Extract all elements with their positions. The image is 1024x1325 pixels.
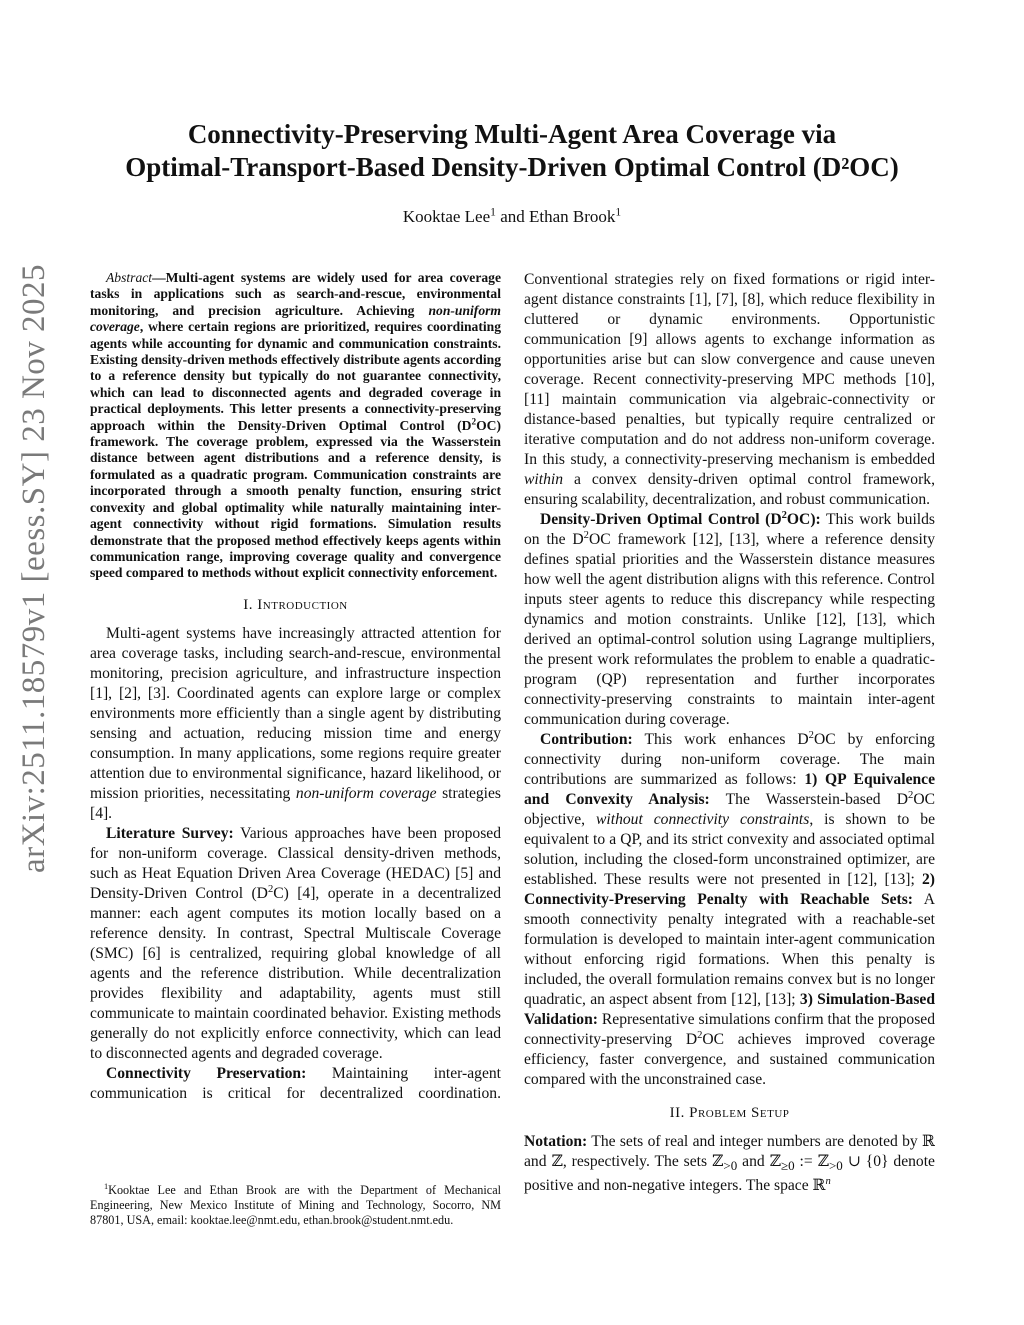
paragraph-text: , is shown to be equivalent to a QP, and its strict convexity and associated optimal solution, including the closed-form unconstrained optimizer, are established. These results were not presented in [12], [13]; — [524, 811, 935, 888]
abstract-text: OC) framework. The coverage problem, expressed via the Wasserstein distance between agent distributions and a reference density, is formulated as a quadratic program. Communication constraints are incorporated through a smooth penalty function, ensuring strict convexity and global optimality while naturally maintaining inter-agent connectivity without rigid formations. Simulation results demonstrate that the proposed method effectively keeps agents within communication range, improving coverage quality and convergence speed compared to methods without explicit connectivity enforcement. — [90, 417, 501, 581]
section-heading-problem-setup — [524, 1105, 935, 1122]
abstract — [90, 270, 501, 582]
title-line-2: Optimal-Transport-Based Density-Driven Optimal Control (D²OC) — [125, 152, 899, 182]
paragraph-lead: Literature Survey: — [106, 824, 234, 842]
superscript: 2 — [908, 789, 914, 801]
paragraph-text: OC achieves improved coverage efficiency, faster convergence, and sustained communication compared with the unconstrained case. — [524, 1031, 935, 1088]
section-title: Introduction — [257, 596, 348, 613]
paragraph-text: and ℤ — [737, 1153, 781, 1170]
right-column — [524, 270, 935, 1196]
paragraph-lead: Contribution: — [540, 731, 633, 748]
paragraph-text: a convex density-driven optimal control framework, ensuring scalability, decentralization, and robust communication. — [524, 471, 935, 508]
intro-paragraph-connectivity-part2 — [524, 270, 935, 510]
footnote — [90, 1183, 501, 1228]
paragraph-text: A smooth connectivity penalty integrated with a reachable-set formulation is developed to maintain inter-agent communication without enforcing rigid formations. When this penalty is included, the overall formulation remains convex but is no longer quadratic, an aspect absent from [12], [13]; — [524, 891, 935, 1008]
paragraph-text: ∪ {0} denote positive and non-negative integers. The space ℝ — [524, 1153, 935, 1195]
lead-text: Density-Driven Optimal Control (D — [540, 511, 782, 528]
footnote-text: Kooktae Lee and Ethan Brook are with the Department of Mechanical Engineering, New Mexico Institute of Mining and Technology, Socorro, NM 87801, USA, email: kooktae.lee@nmt.edu, ethan.brook@student.nmt.edu. — [90, 1183, 501, 1227]
section-title: Problem Setup — [689, 1105, 790, 1121]
title-line-1: Connectivity-Preserving Multi-Agent Area Coverage via — [187, 119, 837, 149]
subscript: >0 — [723, 1158, 738, 1174]
intro-paragraph-literature-survey — [90, 824, 501, 1064]
superscript: 2 — [781, 509, 787, 521]
paragraph-lead: Connectivity Preservation: — [106, 1064, 307, 1082]
contribution-1: 1) QP Equivalence and Convexity Analysis: — [524, 771, 935, 808]
paragraph-text: strategies [4]. — [90, 784, 501, 822]
abstract-dash: — — [152, 270, 166, 285]
author-line — [0, 207, 1024, 227]
affiliation-mark: 1 — [490, 205, 496, 219]
abstract-text: Multi-agent systems are widely used for area coverage tasks in applications such as search-and-rescue, environmental monitoring, and precision agriculture. Achieving — [90, 270, 501, 318]
notation-paragraph — [524, 1132, 935, 1196]
paragraph-text: OC framework [12], [13], where a reference density defines spatial priorities and the Wasserstein distance measures how well the agent distribution aligns with this reference. Control inputs steer agents to reduce this discrepancy while respecting dynamics and motion constraints. Unlike [12], [13], which derived an optimal-control solution using Lagrange multipliers, the present work reformulates the problem to enable a quadratic-program (QP) representation and further incorporates connectivity-preserving constraints to maintain inter-agent communication during coverage. — [524, 531, 936, 728]
intro-paragraph-connectivity-part1 — [90, 1064, 501, 1104]
author-conjunction: and — [495, 207, 529, 226]
paragraph-text: Representative simulations confirm that the proposed connectivity-preserving D — [524, 1011, 935, 1048]
paragraph-text: OC by enforcing connectivity during non-uniform coverage. The main contributions are summarized as follows: — [524, 731, 935, 788]
paragraph-lead — [540, 511, 821, 528]
arxiv-sidebar-stamp — [12, 158, 58, 978]
paper-title — [80, 118, 944, 184]
left-column — [90, 270, 501, 1104]
italic-term: without connectivity constraints — [596, 811, 810, 828]
lead-text: OC): — [786, 511, 821, 528]
abstract-italic-term: non-uniform coverage — [90, 302, 501, 335]
author-name: Ethan Brook — [528, 207, 616, 226]
arxiv-identifier: arXiv:2511.18579v1 [eess.SY] 23 Nov 2025 — [16, 263, 53, 873]
italic-term: non-uniform coverage — [295, 784, 437, 802]
contribution-2: 2) Connectivity-Preserving Penalty with Reachable Sets: — [524, 871, 935, 908]
contribution-3: 3) Simulation-Based Validation: — [524, 991, 936, 1028]
paragraph-text: The Wasserstein-based D — [709, 791, 909, 808]
author-name: Kooktae Lee — [402, 207, 491, 226]
superscript: n — [825, 1175, 831, 1187]
paragraph-text: This work builds on the D — [524, 511, 935, 548]
subscript: >0 — [828, 1158, 843, 1174]
section-heading-introduction — [90, 597, 501, 614]
superscript: 2 — [267, 883, 274, 895]
intro-paragraph-d2oc — [524, 510, 935, 730]
intro-paragraph-1 — [90, 624, 501, 824]
intro-paragraph-contribution — [524, 730, 935, 1090]
italic-term: within — [524, 471, 563, 488]
subscript: ≥0 — [780, 1158, 795, 1174]
section-number: I. — [243, 596, 258, 613]
section-number: II. — [669, 1105, 690, 1121]
paragraph-text: OC objective, — [524, 791, 935, 828]
paragraph-text: Conventional strategies rely on fixed formations or rigid inter-agent distance constraints [1], [7], [8], which reduce flexibility in cluttered or dynamic environments. Opportunistic communication [9] allows agents to exchange information as opportunities arise but can slow convergence and cause uneven coverage. Recent connectivity-preserving MPC methods [10], [11] maintain communication via algebraic-connectivity or distance-based penalties, but typically require centralized or iterative computation and do not address non-uniform coverage. In this study, a connectivity-preserving mechanism is embedded — [524, 271, 935, 468]
paragraph-text: Maintaining inter-agent communication is critical for decentralized coordination. — [90, 1064, 501, 1102]
abstract-label: Abstract — [106, 270, 153, 285]
superscript: 2 — [697, 1029, 703, 1041]
footnote-mark: 1 — [104, 1181, 109, 1191]
paragraph-text: C) [4], operate in a decentralized manner: each agent computes its motion locally based on a reference density. In contrast, Spectral Multiscale Coverage (SMC) [6] is centralized, requiring global knowledge of all agents and the reference distribution. While decentralization provides flexibility and adaptability, agents must still communicate to maintain coordinated behavior. Existing methods generally do not explicitly enforce connectivity, which can lead to disconnected agents and degraded coverage. — [90, 884, 501, 1062]
paragraph-text: The sets of real and integer numbers are denoted by ℝ and ℤ, respectively. The sets ℤ — [524, 1133, 935, 1170]
paragraph-text: Multi-agent systems have increasingly attracted attention for area coverage tasks, including search-and-rescue, environmental monitoring, precision agriculture, and infrastructure inspection [1], [2], [3]. Coordinated agents can explore large or complex environments more efficiently than a single agent by distributing sensing and actuation, reducing mission time and energy consumption. In many applications, some regions require greater attention due to environmental significance, hazard likelihood, or mission priorities, necessitating — [90, 624, 501, 802]
superscript: 2 — [583, 529, 589, 541]
superscript: 2 — [471, 416, 477, 427]
abstract-text: , where certain regions are prioritized, requires coordinating agents while accounting for dynamic and communication constraints. Existing density-driven methods effectively distribute agents according to a reference density but typically do not guarantee connectivity, which can lead to disconnected agents and degraded coverage in practical deployments. This letter presents a connectivity-preserving approach within the Density-Driven Optimal Control (D — [90, 319, 501, 433]
paragraph-text: This work enhances D — [632, 731, 809, 748]
affiliation-mark: 1 — [615, 205, 622, 219]
paragraph-text: := ℤ — [794, 1153, 829, 1170]
paragraph-lead: Notation: — [524, 1133, 588, 1150]
paragraph-text: Various approaches have been proposed for non-uniform coverage. Classical density-driven methods, such as Heat Equation Driven Area Coverage (HEDAC) [5] and Density-Driven Control (D — [90, 824, 501, 902]
superscript: 2 — [808, 729, 814, 741]
